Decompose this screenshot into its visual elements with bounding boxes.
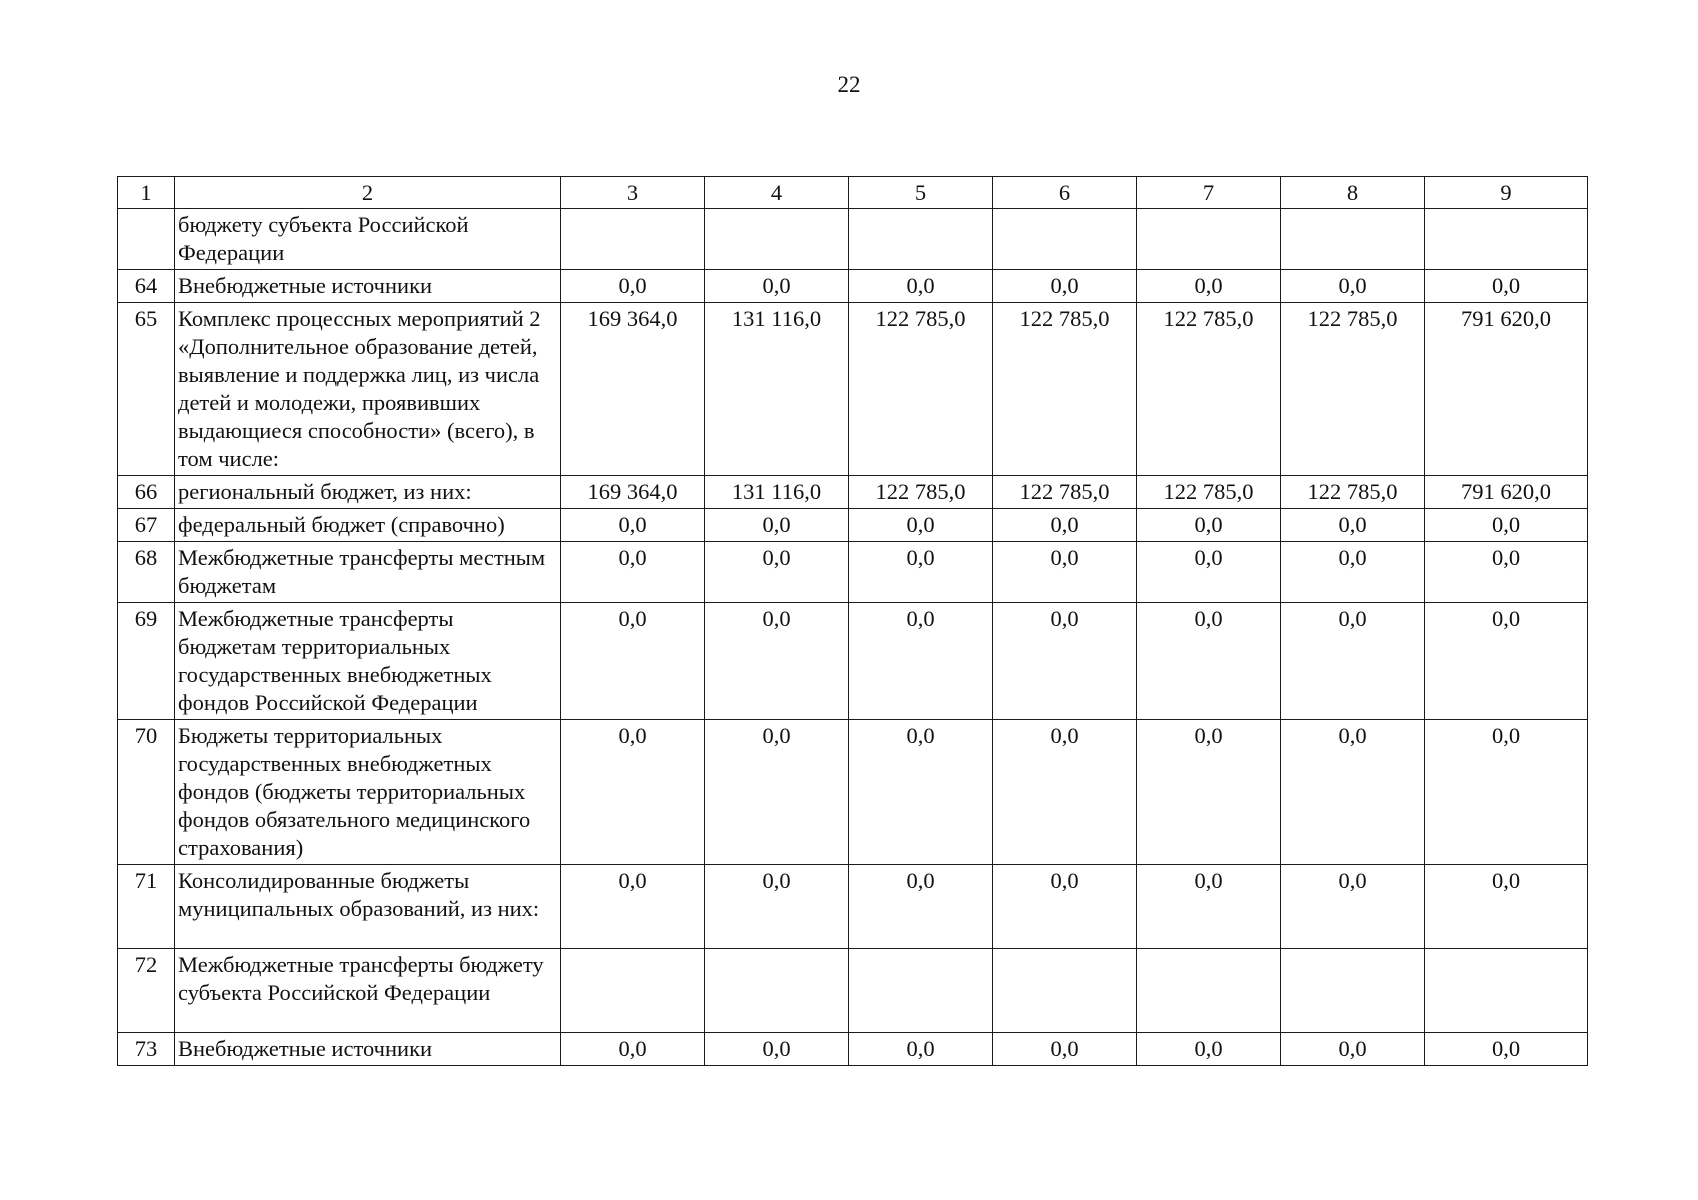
value-cell: 0,0 bbox=[561, 865, 705, 949]
value-cell: 0,0 bbox=[705, 270, 849, 303]
value-cell: 0,0 bbox=[705, 509, 849, 542]
value-cell: 122 785,0 bbox=[849, 303, 993, 476]
value-cell: 0,0 bbox=[561, 720, 705, 865]
table-row bbox=[118, 720, 1588, 865]
column-header: 9 bbox=[1425, 177, 1588, 209]
value-cell: 0,0 bbox=[849, 542, 993, 603]
row-label-cell: Комплекс процессных мероприятий 2 «Дополнительное образование детей, выявление и поддержка лиц, из числа детей и молодежи, проявивших выдающиеся способности» (всего), в том числе: bbox=[175, 303, 561, 476]
row-number-cell: 73 bbox=[118, 1033, 175, 1066]
table-row bbox=[118, 949, 1588, 1033]
value-cell: 0,0 bbox=[1281, 1033, 1425, 1066]
value-cell: 0,0 bbox=[705, 603, 849, 720]
value-cell: 169 364,0 bbox=[561, 303, 705, 476]
value-cell bbox=[561, 209, 705, 270]
row-number-cell: 69 bbox=[118, 603, 175, 720]
value-cell: 122 785,0 bbox=[1281, 303, 1425, 476]
column-header: 6 bbox=[993, 177, 1137, 209]
value-cell: 122 785,0 bbox=[1137, 476, 1281, 509]
column-header: 3 bbox=[561, 177, 705, 209]
value-cell: 0,0 bbox=[993, 603, 1137, 720]
table-row bbox=[118, 303, 1588, 476]
page-number: 22 bbox=[837, 72, 861, 97]
value-cell: 122 785,0 bbox=[993, 303, 1137, 476]
value-cell: 0,0 bbox=[1425, 603, 1588, 720]
row-label-cell: федеральный бюджет (справочно) bbox=[175, 509, 561, 542]
value-cell: 0,0 bbox=[705, 865, 849, 949]
value-cell: 0,0 bbox=[561, 270, 705, 303]
value-cell: 0,0 bbox=[849, 270, 993, 303]
value-cell: 131 116,0 bbox=[705, 476, 849, 509]
value-cell: 0,0 bbox=[561, 603, 705, 720]
row-label-cell: региональный бюджет, из них: bbox=[175, 476, 561, 509]
table-header-row bbox=[118, 177, 1588, 209]
row-number-cell: 71 bbox=[118, 865, 175, 949]
value-cell: 131 116,0 bbox=[705, 303, 849, 476]
row-label-cell: Межбюджетные трансферты бюджетам территориальных государственных внебюджетных фондов Российской Федерации bbox=[175, 603, 561, 720]
value-cell bbox=[1281, 209, 1425, 270]
value-cell bbox=[705, 949, 849, 1033]
value-cell: 0,0 bbox=[993, 542, 1137, 603]
value-cell: 0,0 bbox=[1137, 603, 1281, 720]
value-cell: 0,0 bbox=[561, 1033, 705, 1066]
value-cell bbox=[1137, 209, 1281, 270]
row-label-cell: Консолидированные бюджеты муниципальных образований, из них: bbox=[175, 865, 561, 949]
value-cell: 0,0 bbox=[1137, 509, 1281, 542]
value-cell: 169 364,0 bbox=[561, 476, 705, 509]
row-label-cell: Межбюджетные трансферты бюджету субъекта Российской Федерации bbox=[175, 949, 561, 1033]
value-cell: 0,0 bbox=[1137, 720, 1281, 865]
table-row bbox=[118, 865, 1588, 949]
table-row bbox=[118, 542, 1588, 603]
value-cell: 0,0 bbox=[1281, 865, 1425, 949]
value-cell: 122 785,0 bbox=[993, 476, 1137, 509]
row-number-cell: 66 bbox=[118, 476, 175, 509]
value-cell: 0,0 bbox=[1425, 509, 1588, 542]
value-cell: 791 620,0 bbox=[1425, 303, 1588, 476]
column-header: 1 bbox=[118, 177, 175, 209]
table-row bbox=[118, 1033, 1588, 1066]
value-cell: 0,0 bbox=[1425, 270, 1588, 303]
value-cell: 0,0 bbox=[1281, 603, 1425, 720]
row-number-cell: 70 bbox=[118, 720, 175, 865]
value-cell: 0,0 bbox=[1281, 542, 1425, 603]
table-row bbox=[118, 270, 1588, 303]
value-cell: 0,0 bbox=[1425, 542, 1588, 603]
value-cell: 0,0 bbox=[1137, 865, 1281, 949]
row-number-cell: 68 bbox=[118, 542, 175, 603]
column-header: 8 bbox=[1281, 177, 1425, 209]
table-row bbox=[118, 509, 1588, 542]
value-cell: 0,0 bbox=[561, 509, 705, 542]
value-cell: 122 785,0 bbox=[849, 476, 993, 509]
value-cell: 0,0 bbox=[1425, 1033, 1588, 1066]
value-cell: 0,0 bbox=[705, 1033, 849, 1066]
value-cell: 0,0 bbox=[993, 1033, 1137, 1066]
row-number-cell: 65 bbox=[118, 303, 175, 476]
value-cell: 0,0 bbox=[1281, 509, 1425, 542]
row-label-cell: бюджету субъекта Российской Федерации bbox=[175, 209, 561, 270]
value-cell: 0,0 bbox=[849, 1033, 993, 1066]
value-cell: 0,0 bbox=[849, 603, 993, 720]
table-row bbox=[118, 603, 1588, 720]
row-number-cell: 67 bbox=[118, 509, 175, 542]
value-cell: 122 785,0 bbox=[1137, 303, 1281, 476]
row-number-cell bbox=[118, 209, 175, 270]
value-cell: 0,0 bbox=[849, 865, 993, 949]
value-cell bbox=[849, 209, 993, 270]
column-header: 7 bbox=[1137, 177, 1281, 209]
value-cell: 0,0 bbox=[993, 865, 1137, 949]
row-label-cell: Бюджеты территориальных государственных внебюджетных фондов (бюджеты территориальных фондов обязательного медицинского страхования) bbox=[175, 720, 561, 865]
value-cell bbox=[849, 949, 993, 1033]
value-cell: 0,0 bbox=[1137, 1033, 1281, 1066]
value-cell: 0,0 bbox=[993, 720, 1137, 865]
table-row bbox=[118, 209, 1588, 270]
value-cell bbox=[1425, 209, 1588, 270]
value-cell: 0,0 bbox=[1425, 720, 1588, 865]
value-cell: 791 620,0 bbox=[1425, 476, 1588, 509]
value-cell: 0,0 bbox=[993, 270, 1137, 303]
row-label-cell: Межбюджетные трансферты местным бюджетам bbox=[175, 542, 561, 603]
table-body bbox=[118, 177, 1588, 1066]
value-cell: 0,0 bbox=[705, 720, 849, 865]
value-cell: 0,0 bbox=[1137, 270, 1281, 303]
value-cell bbox=[1425, 949, 1588, 1033]
value-cell: 0,0 bbox=[849, 509, 993, 542]
row-number-cell: 64 bbox=[118, 270, 175, 303]
value-cell: 0,0 bbox=[993, 509, 1137, 542]
value-cell: 0,0 bbox=[561, 542, 705, 603]
value-cell bbox=[561, 949, 705, 1033]
column-header: 4 bbox=[705, 177, 849, 209]
value-cell: 0,0 bbox=[849, 720, 993, 865]
budget-table bbox=[117, 176, 1588, 1066]
value-cell bbox=[1281, 949, 1425, 1033]
value-cell bbox=[993, 949, 1137, 1033]
row-label-cell: Внебюджетные источники bbox=[175, 1033, 561, 1066]
value-cell: 122 785,0 bbox=[1281, 476, 1425, 509]
value-cell: 0,0 bbox=[1137, 542, 1281, 603]
row-label-cell: Внебюджетные источники bbox=[175, 270, 561, 303]
value-cell bbox=[1137, 949, 1281, 1033]
value-cell: 0,0 bbox=[705, 542, 849, 603]
value-cell: 0,0 bbox=[1281, 720, 1425, 865]
row-number-cell: 72 bbox=[118, 949, 175, 1033]
value-cell bbox=[993, 209, 1137, 270]
table-row bbox=[118, 476, 1588, 509]
value-cell: 0,0 bbox=[1425, 865, 1588, 949]
value-cell: 0,0 bbox=[1281, 270, 1425, 303]
column-header: 5 bbox=[849, 177, 993, 209]
value-cell bbox=[705, 209, 849, 270]
column-header: 2 bbox=[175, 177, 561, 209]
